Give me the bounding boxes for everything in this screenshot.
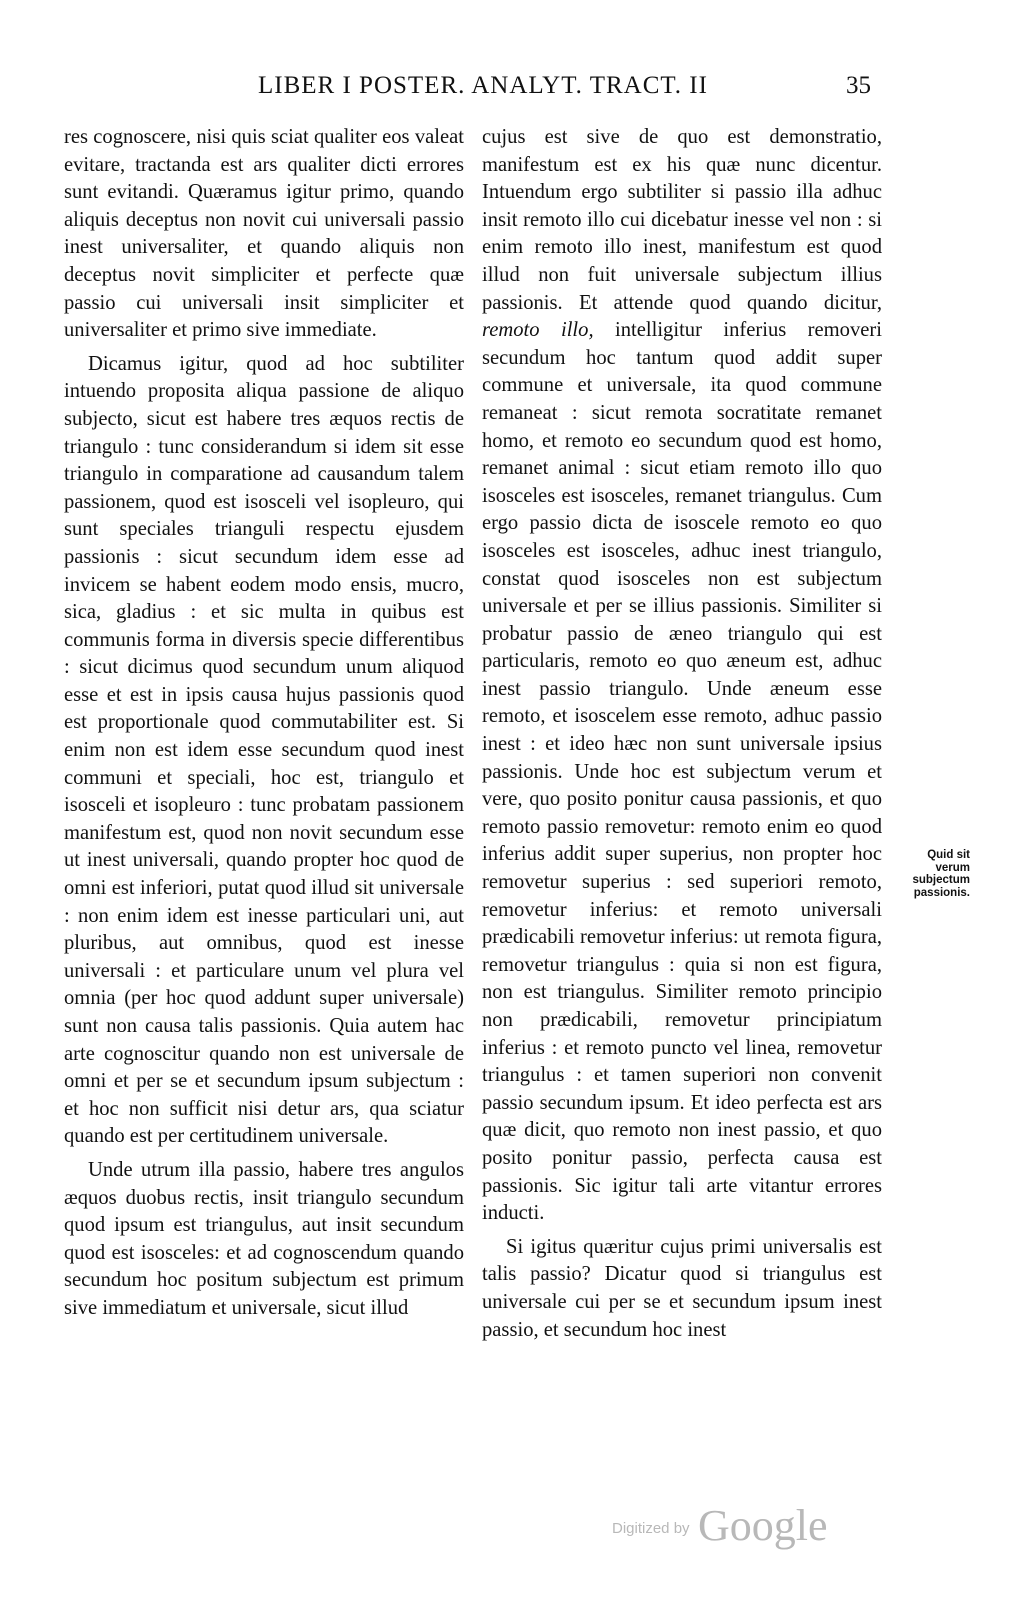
- left-paragraph-2: Dicamus igitur, quod ad hoc subtiliter intuendo proposita aliqua passione de aliquo subjecto, sicut est habere tres æquos rectis de triangulo : tunc considerandum si idem sit esse triangulo in comparatione ad causandum talem passionem, quod est isosceli vel isopleuro, qui sunt speciales trianguli respectu ejusdem passionis : sicut secundum idem esse ad invicem se habent eodem modo ensis, mucro, sica, gladius : et sic multa in quibus est communis forma in diversis specie differentibus : sicut dicimus quod secundum unum aliquod esse et est in ipsis causa hujus passionis quod est proportionale quod commutabiliter est. Si enim non est idem esse secundum quod inest communi et speciali, hoc est, triangulo et isosceli et isopleuro : tunc probatam passionem manifestum est, quod non novit secundum esse ut inest universali, quando propter hoc quod de omni est inferiori, putat quod illud sit universale : non enim idem est inesse particulari uni, aut pluribus, aut omnibus, quod est inesse universali : et particulare unum vel plura vel omnia (per hoc quod addunt super universale) sunt non causa talis passionis. Quia autem hac arte cognoscitur quando non est universale de omni et per se et secundum ipsum subjectum : et hoc non sufficit nisi detur ars, qua sciatur quando est per certitudinem universale.: [64, 352, 464, 1148]
- marginal-note: Quid sit verum subjectum passionis.: [912, 849, 970, 899]
- right-paragraph-2: Si igitus quæritur cujus primi universalis est talis passio? Dicatur quod si triangulus est universale cui per se et secundum ipsum inest passio, et secundum hoc inest: [482, 1235, 882, 1341]
- right-paragraph-1: [482, 124, 882, 1228]
- left-paragraph-3: Unde utrum illa passio, habere tres angulos æquos duobus rectis, insit triangulo secundum quod ipsum est triangulus, aut insit secundum quod est isosceles: et ad cognoscendum quando secundum hoc positum subjectum est primum sive immediatum et universale, sicut illud: [64, 1158, 464, 1319]
- page-header: [0, 72, 1029, 108]
- right-paragraph-1-part-b: intelligitur inferius removeri secundum hoc tantum quod addit super commune et universale, ita quod commune remaneat : sicut remota socratitate remanet homo, et remoto eo secundum quod est homo, remanet animal : sicut etiam remoto illo quo isosceles est isosceles, remanet triangulus. Cum ergo passio dicta de isoscele remoto eo quo isosceles est isosceles, adhuc inest triangulo, constat quod isosceles non est subjectum universale et per se illius passionis. Similiter si probatur passio de æneo triangulo qui est particularis, remoto eo quo æneum est, adhuc inest passio triangulo. Unde æneum esse remoto, et isoscelem esse remoto, adhuc passio inest : et ideo hæc non sunt universale ipsius passionis. Unde hoc est subjectum verum et vere, quo posito ponitur causa passionis, et quo remoto passio removetur: remoto enim eo quod inferius addit super superius, non propter hoc removetur superius : sed superiori remoto, removetur inferius: et remoto universali prædicabili removetur inferius: ut remota figura, removetur triangulus : quia si non est figura, non est triangulus. Similiter remoto principio non prædicabili, removetur principiatum inferius : et remoto puncto vel linea, removetur triangulus : et tamen superiori non convenit passio secundum ipsum. Et ideo perfecta est ars quæ dicit, quo remoto non inest passio, et quo posito ponitur passio, perfecta causa est passionis. Sic igitur tali arte vitantur errores inducti.: [482, 319, 882, 1225]
- watermark-small-text: Digitized by: [612, 1520, 690, 1537]
- page-number: 35: [846, 72, 871, 99]
- right-paragraph-1-part-a: cujus est sive de quo est demonstratio, manifestum est ex his quæ nunc dicentur. Intuendum ergo subtiliter si passio illa adhuc insit remoto illo cui dicebatur inesse vel non : si enim remoto illo inest, manifestum est quod illud non fuit universale subjectum illius passionis. Et attende quod quando dicitur,: [482, 126, 882, 314]
- italic-phrase: remoto illo,: [482, 319, 594, 342]
- running-head: LIBER I POSTER. ANALYT. TRACT. II: [258, 72, 708, 99]
- digitized-watermark: [612, 1500, 852, 1550]
- left-paragraph-1: res cognoscere, nisi quis sciat qualiter eos valeat evitare, tractanda est ars qualiter dicti errores sunt evitandi. Quæramus igitur primo, quando aliquis deceptus non novit cui universali passio inest universaliter, et quando aliquis non deceptus novit simpliciter et perfecte quæ passio cui universali insit simpliciter et universaliter et primo sive immediate.: [64, 126, 464, 342]
- right-column: [482, 124, 882, 1350]
- left-column: [64, 124, 464, 1329]
- google-logo: Google: [698, 1501, 828, 1550]
